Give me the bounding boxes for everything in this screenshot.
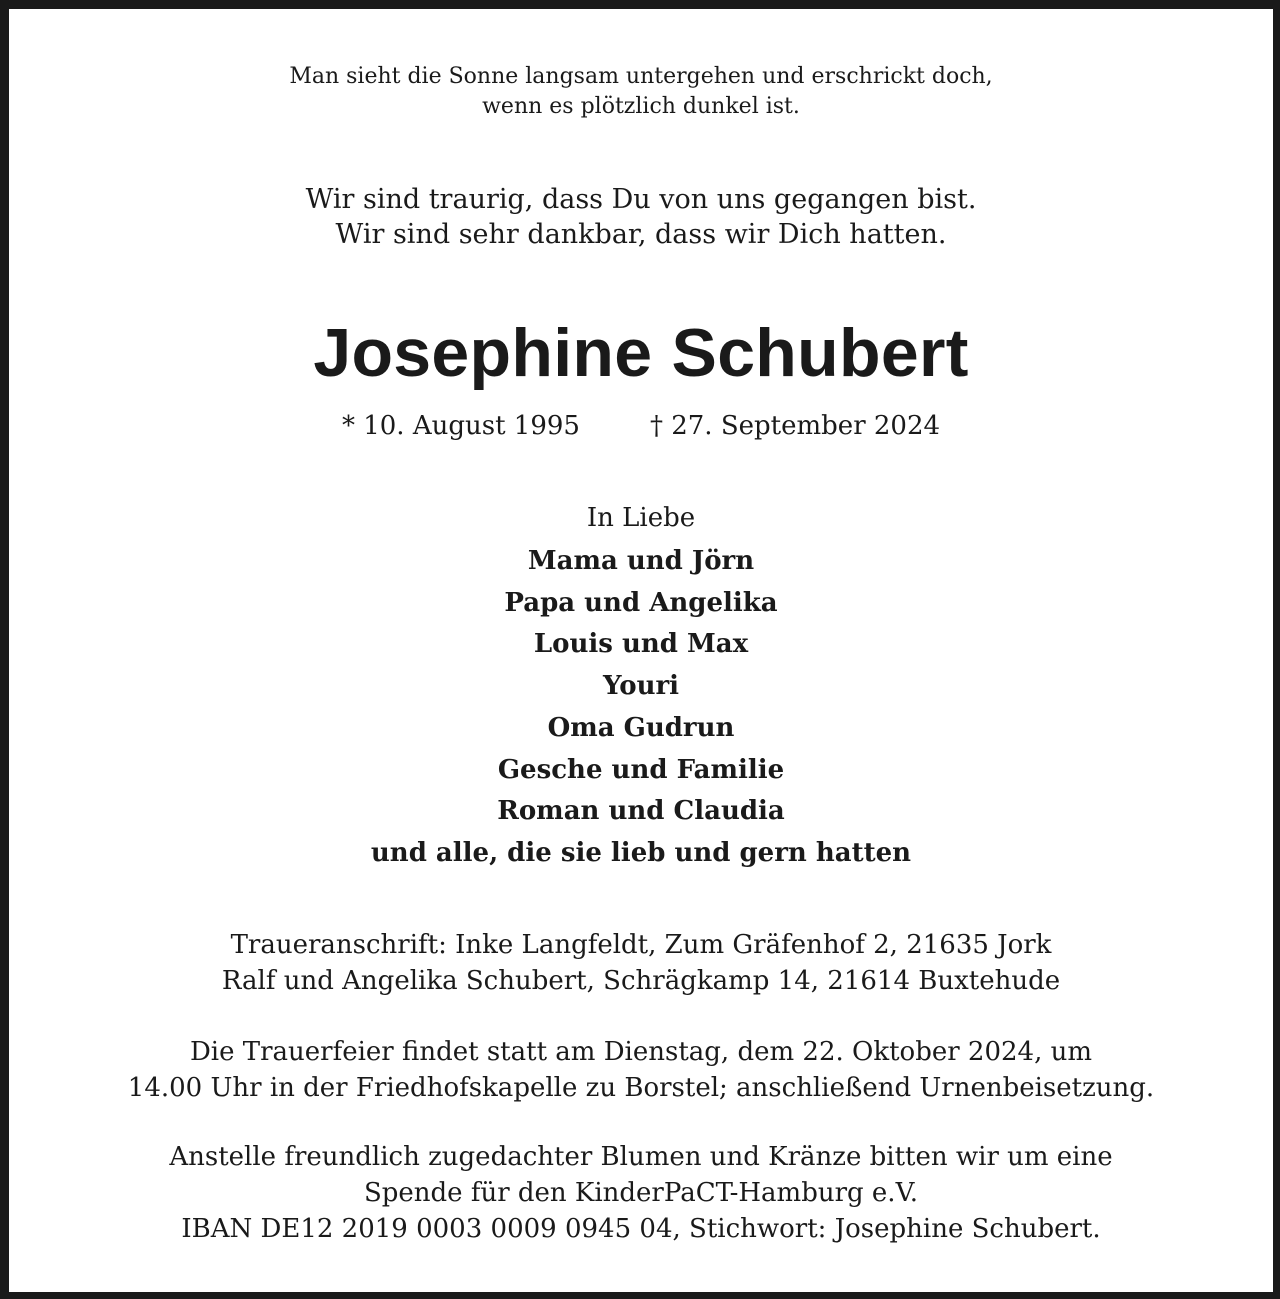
mourner-item: Mama und Jörn (527, 546, 755, 576)
motto-quote (9, 62, 1273, 122)
ceremony-line: Die Trauerfeier findet statt am Dienstag, dem 22. Oktober 2024, um (189, 1037, 1093, 1067)
address-line: Ralf und Angelika Schubert, Schrägkamp 14, 21614 Buxtehude (221, 966, 1061, 996)
life-dates (9, 407, 1273, 445)
mourner-item: Papa und Angelika (504, 587, 778, 618)
motto-line: Man sieht die Sonne langsam untergehen und erschrickt doch, (289, 64, 993, 89)
mourner-item: Youri (602, 671, 680, 702)
birth-date: * 10. August 1995 (341, 411, 580, 441)
intro-line: Wir sind sehr dankbar, dass wir Dich hatten. (335, 219, 947, 250)
mourner-item: Louis und Max (533, 629, 749, 660)
donation-request (9, 1139, 1273, 1247)
mourner-item: und alle, die sie lieb und gern hatten (370, 837, 912, 868)
mourners-intro: In Liebe (586, 503, 696, 533)
death-date: † 27. September 2024 (649, 411, 941, 441)
intro-line: Wir sind traurig, dass Du von uns gegangen bist. (305, 184, 977, 215)
deceased-name: Josephine Schubert (313, 315, 969, 391)
motto-line: wenn es plötzlich dunkel ist. (482, 94, 800, 119)
mourner-item: Roman und Claudia (497, 796, 785, 827)
donation-iban-line: IBAN DE12 2019 0003 0009 0945 04, Stichwort: Josephine Schubert. (181, 1214, 1101, 1244)
mourner-item: Oma Gudrun (547, 712, 735, 743)
address-line: Traueranschrift: Inke Langfeldt, Zum Gräfenhof 2, 21635 Jork (230, 930, 1052, 960)
mourning-address (9, 927, 1273, 999)
intro-text (9, 182, 1273, 252)
donation-line: Spende für den KinderPaCT-Hamburg e.V. (363, 1178, 919, 1208)
funeral-ceremony-info (9, 1034, 1273, 1106)
donation-line: Anstelle freundlich zugedachter Blumen und Kränze bitten wir um eine (169, 1142, 1113, 1172)
mourner-item: Gesche und Familie (497, 754, 785, 785)
ceremony-line: 14.00 Uhr in der Friedhofskapelle zu Borstel; anschließend Urnenbeisetzung. (127, 1073, 1155, 1103)
mourners-list (9, 541, 1273, 875)
